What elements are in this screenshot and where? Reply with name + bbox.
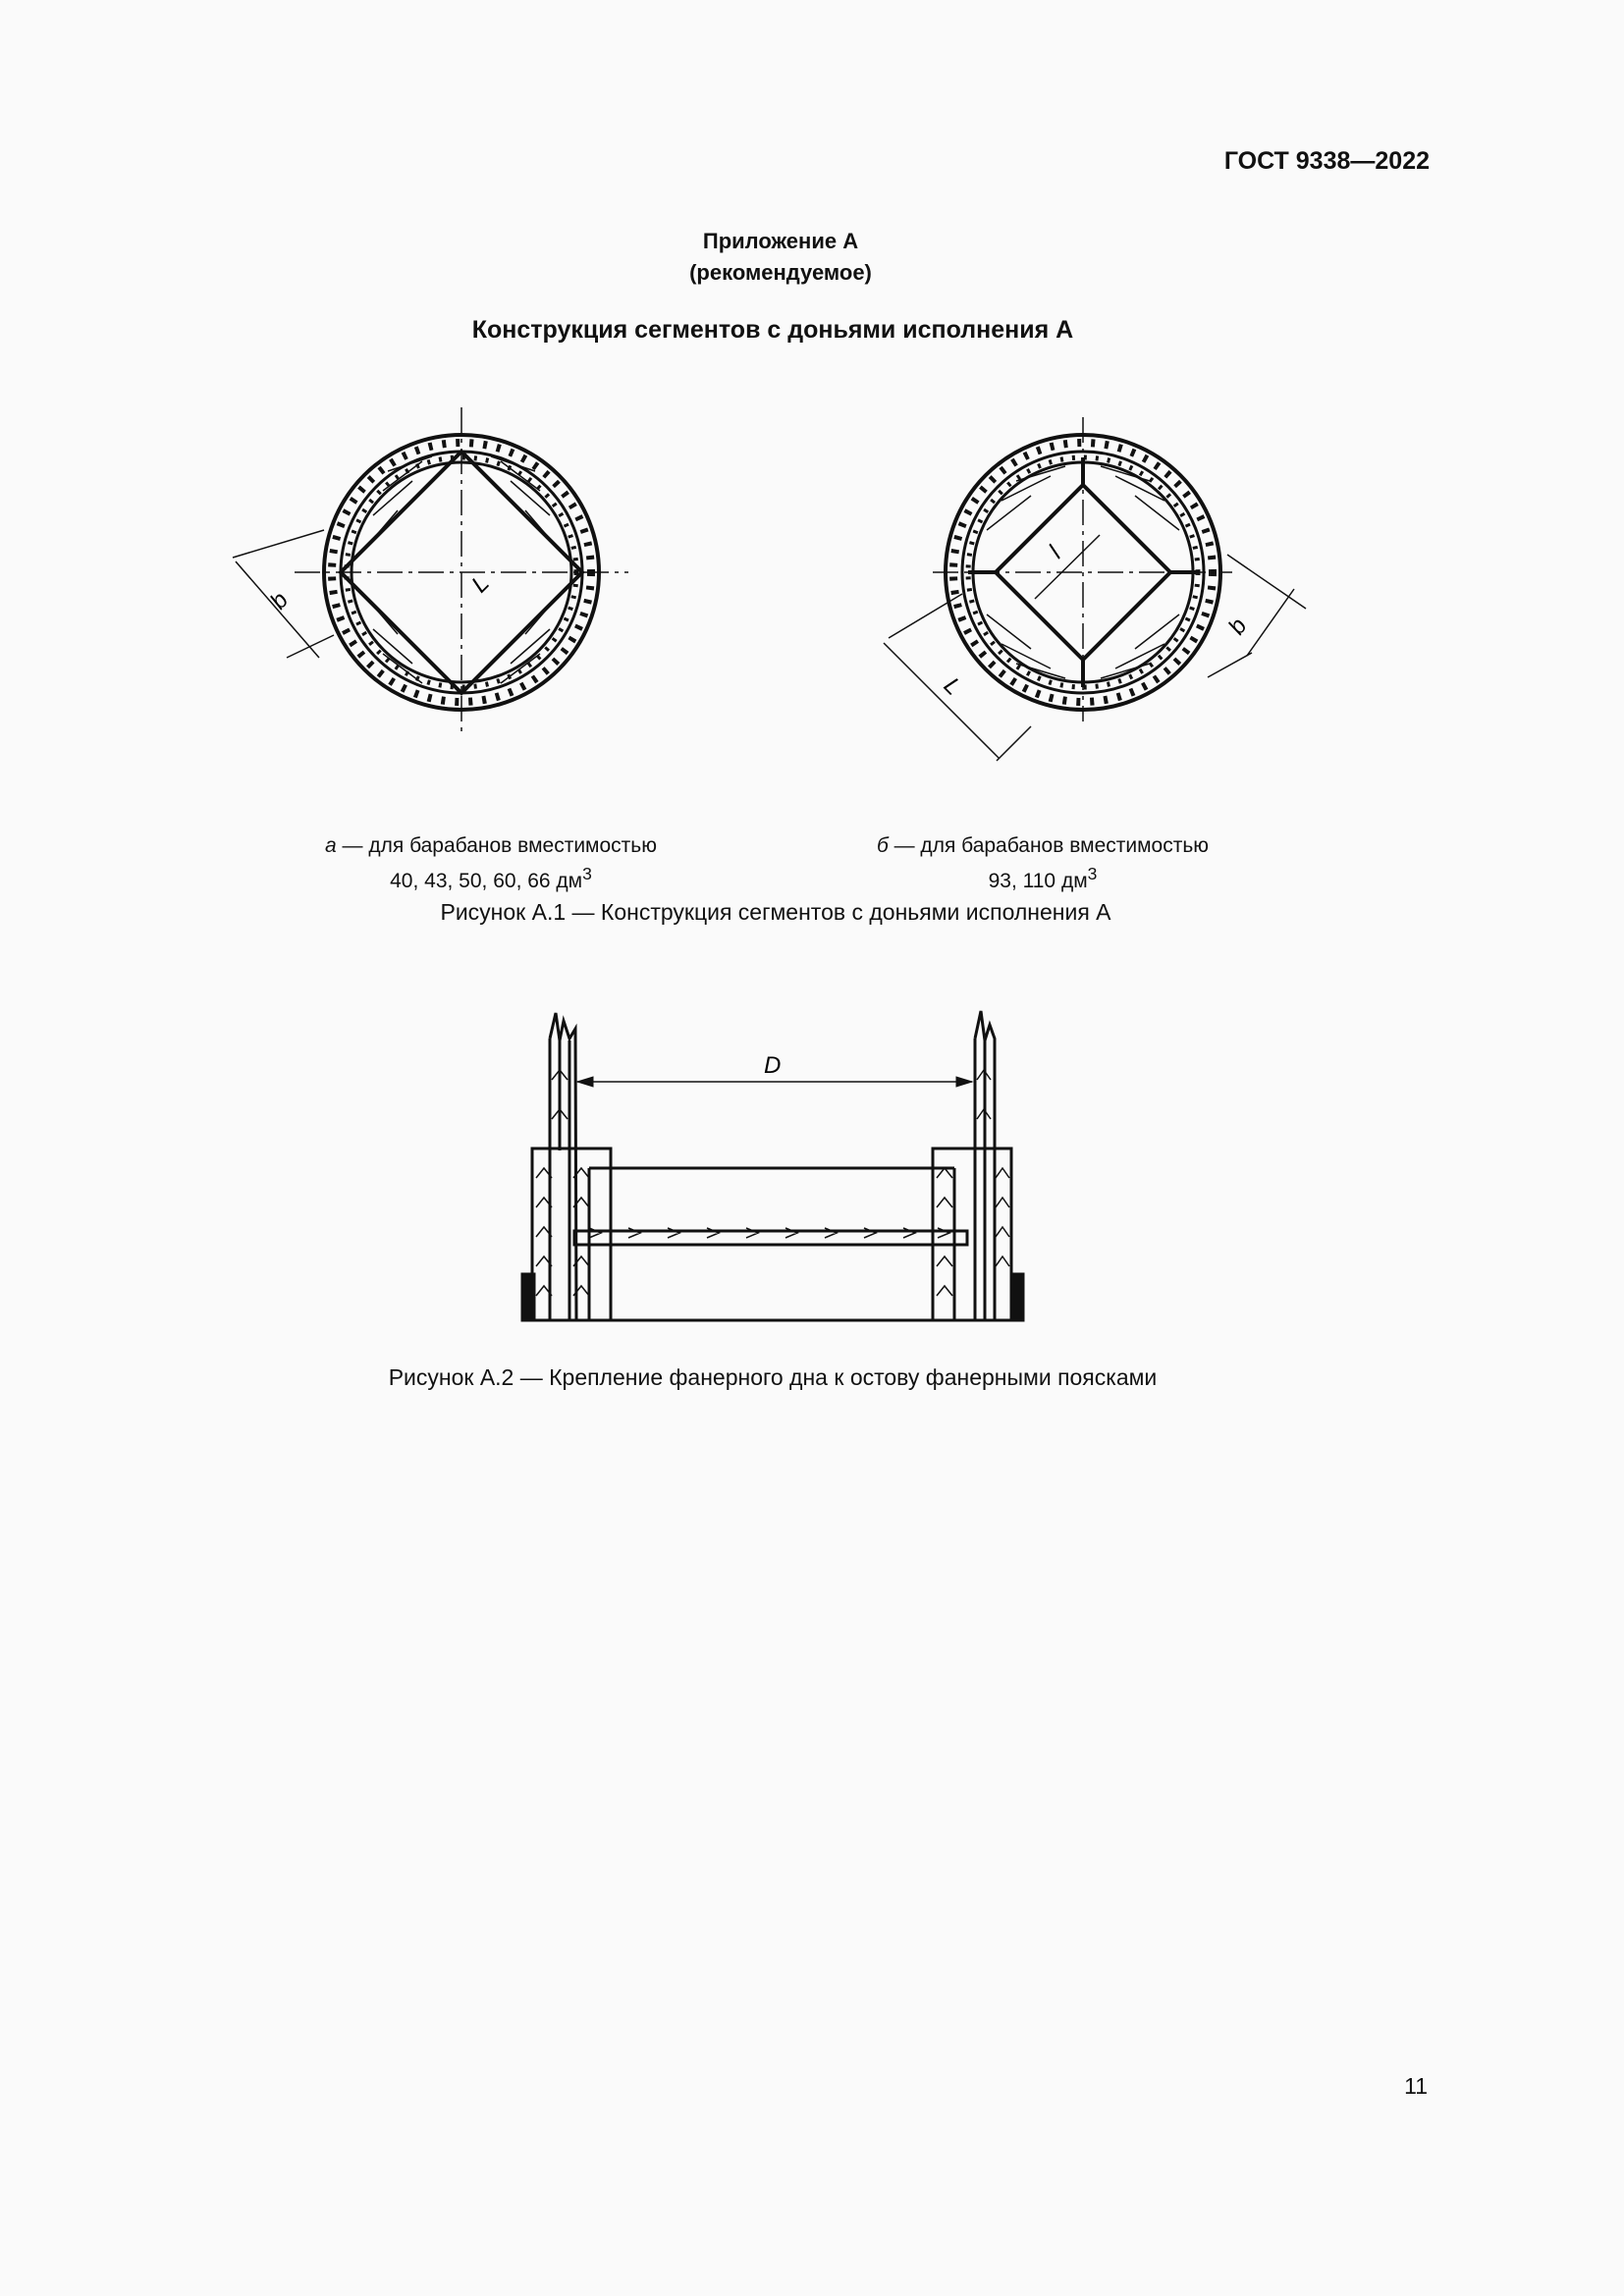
appendix-status: (рекомендуемое) xyxy=(689,260,872,285)
subcaption-b-letter: б xyxy=(876,834,889,857)
label-b-a: b xyxy=(264,587,295,614)
document-id: ГОСТ 9338—2022 xyxy=(1223,147,1430,175)
subcaption-a-letter: а xyxy=(325,834,337,857)
subcaption-a-values: 40, 43, 50, 60, 66 дм xyxy=(390,870,583,892)
label-D: D xyxy=(764,1052,782,1079)
figure-a2-caption: Рисунок А.2 — Крепление фанерного дна к остову фанерными поясками xyxy=(388,1364,1158,1390)
figure-a1-caption: Рисунок А.1 — Конструкция сегментов с доньями исполнения А xyxy=(440,899,1111,925)
subcaption-a-text: — для барабанов вместимостью xyxy=(336,834,657,857)
label-L-b: L xyxy=(938,672,967,701)
subcaption-b-sup: 3 xyxy=(1087,864,1098,883)
subcaption-b-values: 93, 110 дм xyxy=(988,870,1088,892)
appendix-title: Приложение А xyxy=(702,229,859,253)
page-number: 11 xyxy=(1404,2073,1428,2099)
label-b-b: b xyxy=(1222,614,1253,640)
section-title: Конструкция сегментов с доньями исполнения А xyxy=(471,316,1074,344)
label-L-a: L xyxy=(466,569,495,599)
label-l-b: l xyxy=(1044,541,1067,564)
subcaption-b-text: — для барабанов вместимостью xyxy=(888,834,1210,857)
subcaption-a-sup: 3 xyxy=(582,864,592,883)
